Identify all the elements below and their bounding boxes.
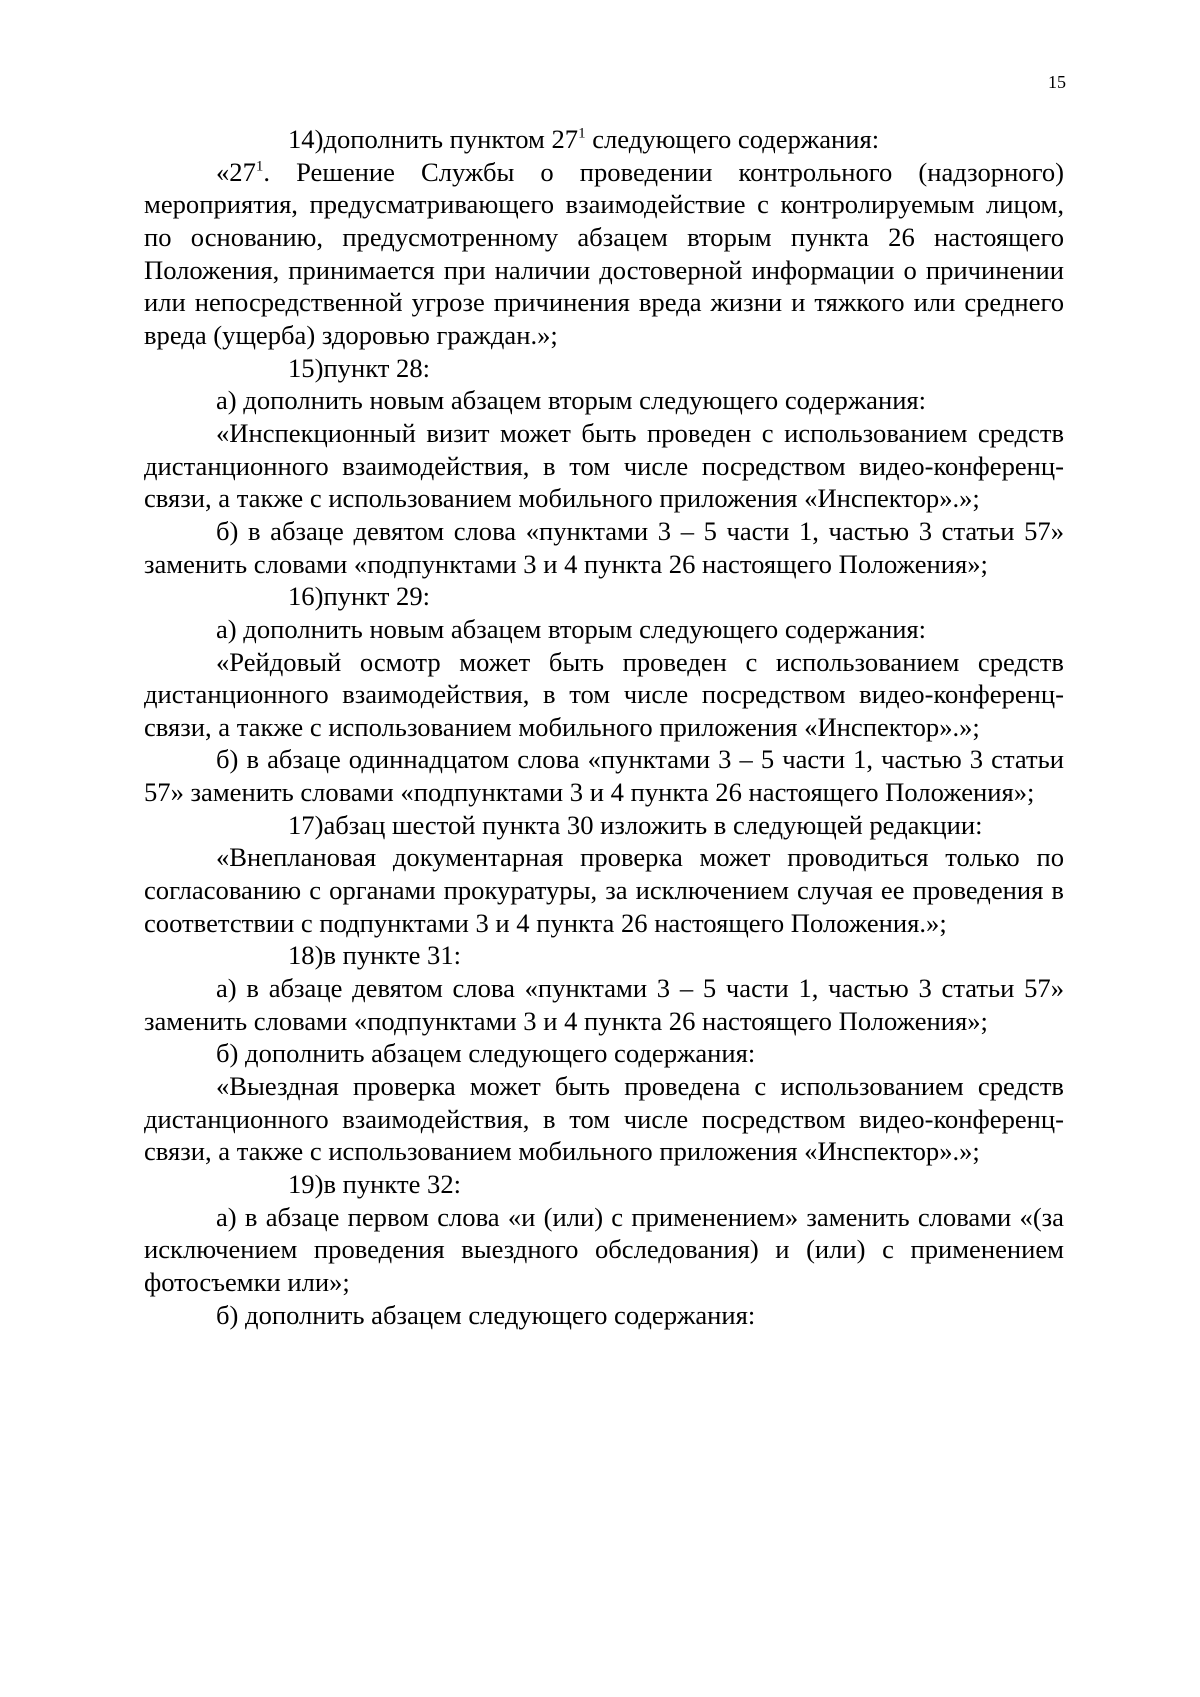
paragraph: «Инспекционный визит может быть проведен с использованием средств дистанционного взаимодействия, в том числе посредством видео-конференц-связи, а также с использованием мобильного приложения «Инспектор».»;	[144, 417, 1064, 514]
paragraph-item-19	[144, 1168, 1064, 1201]
paragraph: а) в абзаце первом слова «и (или) с применением» заменить словами «(за исключением проведения выездного обследования) и (или) с применением фотосъемки или»;	[144, 1201, 1064, 1297]
paragraph-item-16	[144, 580, 1064, 613]
paragraph-item-14	[144, 123, 1064, 156]
paragraph: б) дополнить абзацем следующего содержания:	[216, 1299, 756, 1330]
paragraph: «Выездная проверка может быть проведена с использованием средств дистанционного взаимодействия, в том числе посредством видео-конференц-связи, а также с использованием мобильного приложения «Инспектор».»;	[144, 1071, 1064, 1167]
paragraph: б) дополнить абзацем следующего содержания:	[216, 1038, 756, 1069]
paragraph-text: в пункте 32:	[323, 1169, 462, 1199]
paragraph-item-18	[144, 939, 1064, 972]
document-body	[144, 123, 1064, 1331]
paragraph-item-17	[144, 809, 1064, 842]
item-number: 18)	[288, 940, 324, 971]
superscript: 1	[255, 158, 264, 175]
paragraph-text: абзац шестой пункта 30 изложить в следующей редакции:	[323, 809, 983, 840]
item-number: 15)	[288, 352, 324, 383]
paragraph: б) в абзаце девятом слова «пунктами 3 – 5 части 1, частью 3 статьи 57» заменить словами «подпунктами 3 и 4 пункта 26 настоящего Положения»;	[144, 515, 1064, 579]
paragraph-text: в пункте 31:	[323, 940, 462, 971]
paragraph-text: следующего содержания:	[585, 124, 880, 154]
paragraph-item-15	[144, 352, 1064, 385]
paragraph-text: дополнить пунктом 27	[323, 124, 579, 154]
superscript: 1	[578, 125, 586, 142]
item-number: 14)	[288, 124, 324, 154]
paragraph: б) в абзаце одиннадцатом слова «пунктами 3 – 5 части 1, частью 3 статьи 57» заменить словами «подпунктами 3 и 4 пункта 26 настоящего Положения»;	[144, 744, 1064, 808]
paragraph: «Внеплановая документарная проверка может проводиться только по согласованию с органами прокуратуры, за исключением случая ее проведения в соответствии с подпунктами 3 и 4 пункта 26 настоящего Положения.»;	[144, 842, 1064, 938]
paragraph: а) дополнить новым абзацем вторым следующего содержания:	[216, 613, 927, 644]
paragraph-text: пункт 29:	[323, 581, 431, 612]
paragraph-quote-27-1	[144, 156, 1064, 352]
item-number: 16)	[288, 581, 324, 612]
paragraph-text: «27	[216, 156, 256, 187]
paragraph: а) дополнить новым абзацем вторым следующего содержания:	[216, 385, 927, 416]
paragraph: «Рейдовый осмотр может быть проведен с использованием средств дистанционного взаимодействия, в том числе посредством видео-конференц-связи, а также с использованием мобильного приложения «Инспектор».»;	[144, 646, 1064, 742]
item-number: 17)	[288, 809, 324, 840]
paragraph-text: . Решение Службы о проведении контрольного (надзорного) мероприятия, предусматривающего взаимодействие с контролируемым лицом, по основанию, предусмотренному абзацем вторым пункта 26 настоящего Положения, принимается при наличии достоверной информации о причинении или непосредственной угрозе причинения вреда жизни и тяжкого или среднего вреда (ущерба) здоровью граждан.»;	[144, 156, 1064, 350]
page-number: 15	[1048, 72, 1066, 92]
paragraph: а) в абзаце девятом слова «пунктами 3 – 5 части 1, частью 3 статьи 57» заменить словами «подпунктами 3 и 4 пункта 26 настоящего Положения»;	[144, 973, 1064, 1036]
paragraph-text: пункт 28:	[323, 352, 431, 383]
item-number: 19)	[288, 1169, 324, 1199]
